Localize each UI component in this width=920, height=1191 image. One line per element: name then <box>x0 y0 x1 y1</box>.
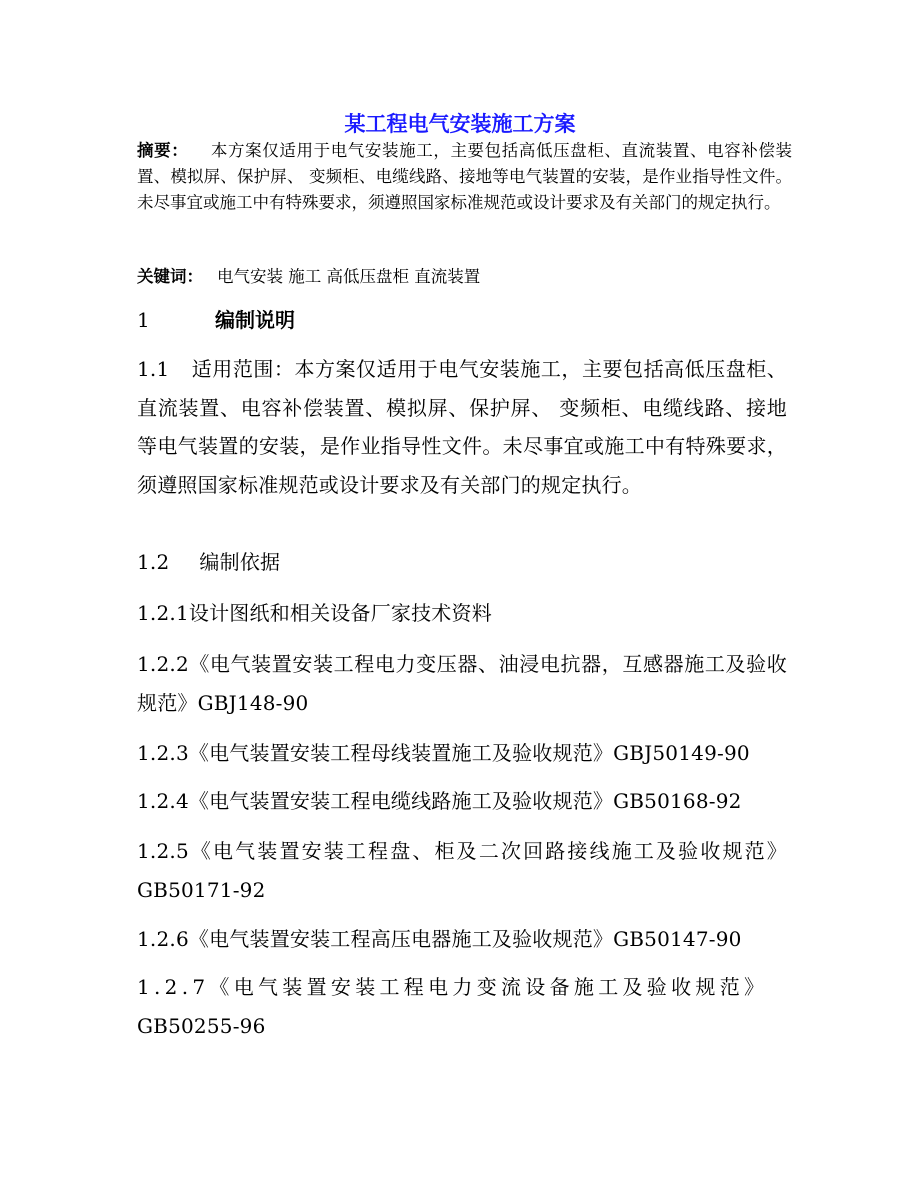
paragraph-1-2-3: 1.2.3《电气装置安装工程母线装置施工及验收规范》GBJ50149-90 <box>137 741 750 765</box>
paragraph-1-2-5: 1.2.5《电气装置安装工程盘、柜及二次回路接线施工及验收规范》GB50171-92 <box>137 839 787 902</box>
keywords-value: 电气安装 施工 高低压盘柜 直流装置 <box>217 267 481 286</box>
paragraph-1-2 <box>137 543 787 582</box>
section-title: 编制说明 <box>215 308 295 332</box>
abstract-label: 摘要： <box>137 141 189 160</box>
paragraph-1-1-text: 适用范围：本方案仅适用于电气安装施工，主要包括高低压盘柜、直流装置、电容补偿装置、模拟屏、保护屏、 变频柜、电缆线路、接地等电气装置的安装，是作业指导性文件。未尽事宜或施工中有特殊要求，须遵照国家标准规范或设计要求及有关部门的规定执行。 <box>137 357 787 497</box>
paragraph-1-2-4: 1.2.4《电气装置安装工程电缆线路施工及验收规范》GB50168-92 <box>137 789 742 813</box>
paragraph-1-2-7-code: GB50255-96 <box>137 1013 266 1038</box>
paragraph-1-2-1: 1.2.1设计图纸和相关设备厂家技术资料 <box>137 601 492 625</box>
abstract-paragraph <box>137 138 792 216</box>
paragraph-1-2-7 <box>137 968 787 1045</box>
section-number: 1 <box>137 308 150 332</box>
paragraph-1-2-number: 1.2 <box>137 550 170 574</box>
paragraph-1-1-number: 1.1 <box>137 357 170 381</box>
paragraph-1-2-2: 1.2.2《电气装置安装工程电力变压器、油浸电抗器，互感器施工及验收规范》GBJ148-90 <box>137 652 787 715</box>
keywords-label: 关键词： <box>137 267 203 286</box>
paragraph-1-2-text: 编制依据 <box>199 550 281 574</box>
section-heading <box>137 305 295 335</box>
paragraph-1-1 <box>137 350 787 504</box>
paragraph-1-2-7-text: 1.2.7《电气装置安装工程电力变流设备施工及验收规范》 <box>137 975 769 999</box>
paragraph-1-2-6: 1.2.6《电气装置安装工程高压电器施工及验收规范》GB50147-90 <box>137 927 742 951</box>
document-title: 某工程电气安装施工方案 <box>344 111 576 136</box>
abstract-text: 本方案仅适用于电气安装施工，主要包括高低压盘柜、直流装置、电容补偿装置、模拟屏、保护屏、 变频柜、电缆线路、接地等电气装置的安装，是作业指导性文件。未尽事宜或施工中有特殊要求，须遵照国家标准规范或设计要求及有关部门的规定执行。 <box>137 141 793 212</box>
keywords-line <box>137 264 792 290</box>
